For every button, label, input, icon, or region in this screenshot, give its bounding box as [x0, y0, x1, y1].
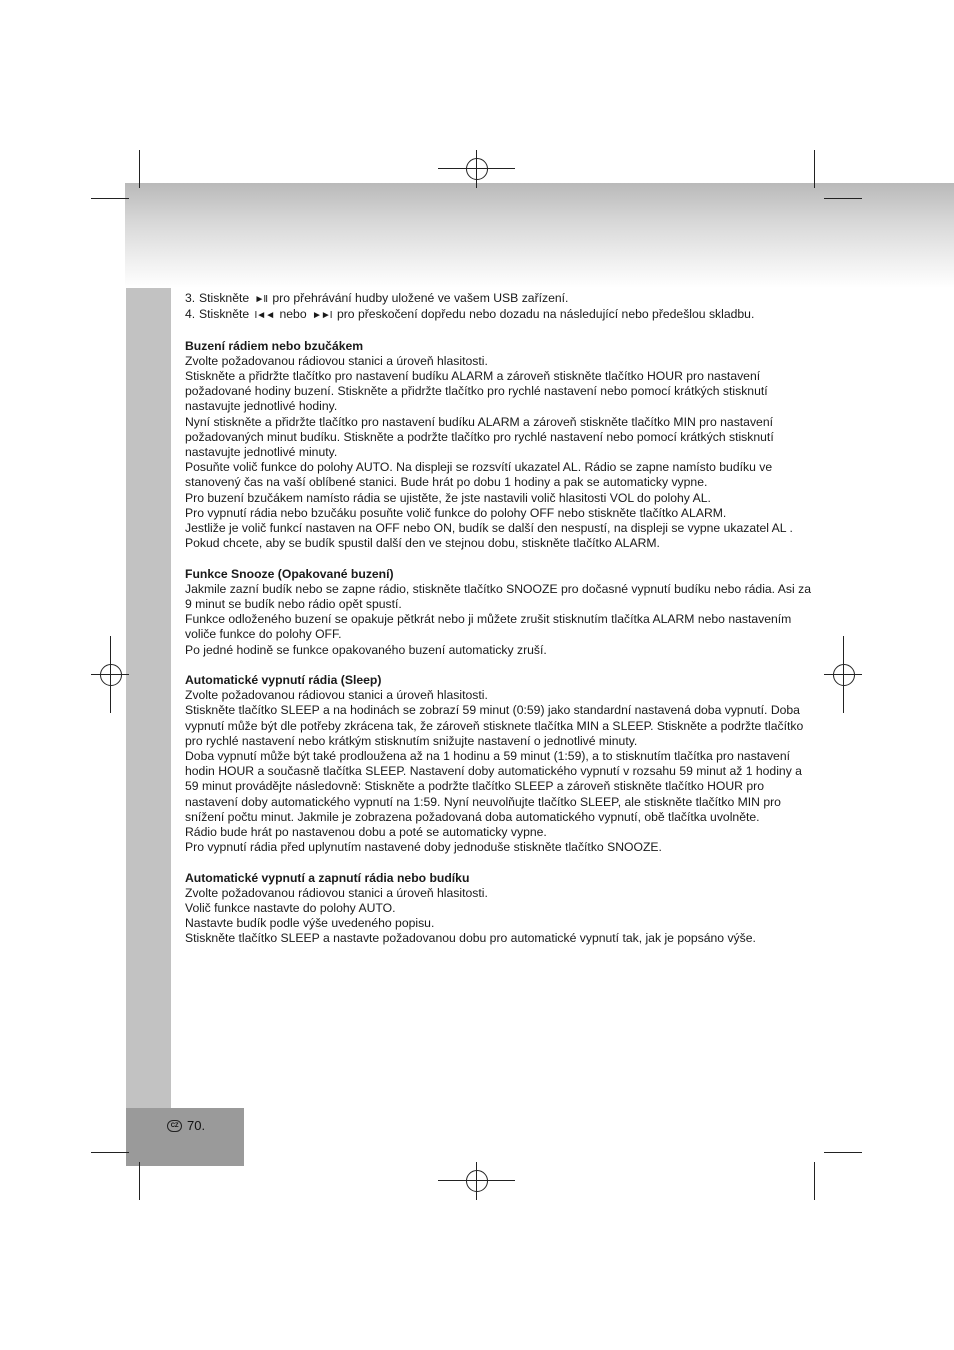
section-snooze: Funkce Snooze (Opakované buzení) Jakmile zazní budík nebo se zapne rádio, stiskněte tlačítko SNOOZE pro dočasné vypnutí budíku nebo rádia. Asi za 9 minut se budík nebo rádio opět spustí. Funkce odloženého buzení se opakuje pětkrát nebo ji můžete zrušit stisknutím tlačítka ALARM nebo nastavením voliče funkce do polohy OFF. Po jedné hodině se funkce opakovaného buzení automaticky zruší. — [185, 567, 815, 658]
skip-forward-icon: ►►I — [312, 310, 332, 322]
section-alarm: Buzení rádiem nebo bzučákem Zvolte požadovanou rádiovou stanici a úroveň hlasitosti. Stiskněte a přidržte tlačítko pro nastavení budíku ALARM a zároveň stiskněte tlačítko HOUR pro nastavení požadované hodiny buzení. Stiskněte a přidržte tlačítko pro rychlé nastavení nebo pomocí krátkých stisknutí nastavujte jednotlivé hodiny. Nyní stiskněte a přidržte tlačítko pro nastavení budíku ALARM a zároveň stiskněte tlačítko MIN pro nastavení požadovaných minut budíku. Stiskněte a podržte tlačítko pro rychlé nastavení nebo pomocí krátkých stisknutí nastavujte jednotlivé minuty. Posuňte volič funkce do polohy AUTO. Na displeji se rozsvítí ukazatel AL. Rádio se zapne namísto budíku ve stanovený čas na vaší oblíbené stanici. Bude hrát po dobu 1 hodiny a pak se automaticky vypne. Pro buzení bzučákem namísto rádia se ujistěte, že jste nastavili volič hlasitosti VOL do polohy AL. Pro vypnutí rádia nebo bzučáku posuňte volič funkce do polohy OFF nebo stiskněte tlačítko ALARM. Jestliže je volič funkcí nastaven na OFF nebo ON, budík se další den nespustí, na displeji se vypne ukazatel AL . Pokud chcete, aby se budík spustil další den ve stejnou dobu, stiskněte tlačítko ALARM. — [185, 339, 815, 552]
skip-back-icon: I◄◄ — [254, 310, 275, 322]
section-sleep: Automatické vypnutí rádia (Sleep) Zvolte požadovanou rádiovou stanici a úroveň hlasitosti. Stiskněte tlačítko SLEEP a na hodinách se zobrazí 59 minut (0:59) jako standardní nastavená doba vypnutí. Doba vypnutí může být dle potřeby zkrácena tak, že zároveň stisknete tlačítka MIN a SLEEP. Stiskněte a podržte tlačítko pro rychlé nastavení nebo krátkým stisknutím snižujte nastavení o jednotlivé minuty. Doba vypnutí může být také prodloužena až na 1 hodinu a 59 minut (1:59), a to stisknutím tlačítka pro nastavení hodin HOUR a současně tlačítka SLEEP. Nastavení doby automatického vypnutí v rozsahu 59 minut až 1 hodiny a 59 minut provádějte následovně: Stiskněte a podržte tlačítko SLEEP a zároveň stiskněte tlačítko HOUR pro nastavení doby automatického vypnutí na 1:59. Nyní neuvolňujte tlačítko SLEEP, ale stiskněte tlačítko MIN pro snížení počtu minut. Jakmile je zobrazena požadovaná doba automatického vypnutí, obě tlačítka uvolněte. Rádio bude hrát po nastavenou dobu a poté se automaticky vypne. Pro vypnutí rádia před uplynutím nastavené doby jednoduše stiskněte tlačítko SNOOZE. — [185, 673, 815, 855]
section-heading: Automatické vypnutí rádia (Sleep) — [185, 673, 382, 688]
manual-content — [185, 291, 815, 947]
page-number-text: 70. — [187, 1118, 206, 1133]
cz-language-icon: CZ — [167, 1120, 182, 1132]
page-tab — [126, 1108, 244, 1166]
side-bar — [126, 288, 171, 1110]
play-pause-icon: ►II — [254, 294, 267, 305]
page-number — [167, 1118, 205, 1133]
list-item: 4. Stiskněte I◄◄ nebo ►►I pro přeskočení dopředu nebo dozadu na následující nebo předešlou skladbu. — [185, 307, 755, 322]
section-heading: Funkce Snooze (Opakované buzení) — [185, 566, 394, 581]
list-item: 3. Stiskněte ►II pro přehrávání hudby uložené ve vašem USB zařízení. — [185, 291, 569, 305]
section-auto-on-off: Automatické vypnutí a zapnutí rádia nebo budíku Zvolte požadovanou rádiovou stanici a úroveň hlasitosti. Volič funkce nastavte do polohy AUTO. Nastavte budík podle výše uvedeného popisu. Stiskněte tlačítko SLEEP a nastavte požadovanou dobu pro automatické vypnutí tak, jak je popsáno výše. — [185, 871, 815, 947]
section-heading: Buzení rádiem nebo bzučákem — [185, 338, 364, 353]
section-heading: Automatické vypnutí a zapnutí rádia nebo budíku — [185, 870, 470, 885]
